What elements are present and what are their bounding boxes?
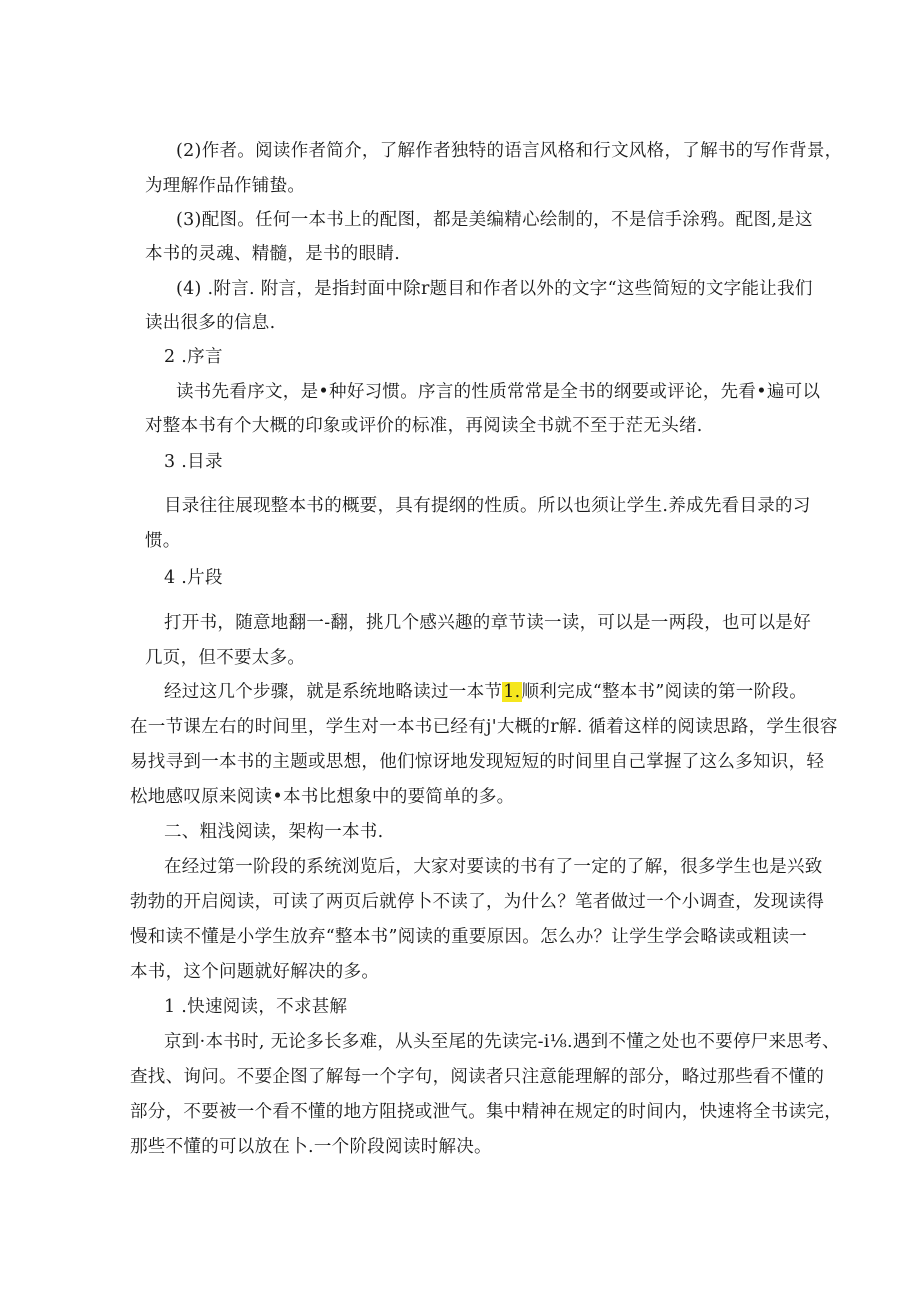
paragraph-text: 经过这几个步骤，就是系统地略读过一本节 <box>164 682 503 702</box>
paragraph-line: 松地感叹原来阅读•本书比想象中的要简单的多。 <box>130 787 515 807</box>
paragraph-line: 勃勃的开启阅读，可读了两页后就停卜不读了，为什么？笔者做过一个小调查，发现读得 <box>130 892 825 912</box>
paragraph-line: 在一节课左右的时间里，学生对一本书已经有j'大概的r解. 循着这样的阅读思路，学生很容 <box>130 717 838 737</box>
paragraph-line: 部分，不要被一个看不懂的地方阻挠或泄气。集中精神在规定的时间内，快速将全书读完， <box>130 1102 842 1122</box>
paragraph-line: (2)作者。阅读作者简介，了解作者独特的语言风格和行文风格，了解书的写作背景， <box>176 141 843 161</box>
paragraph-line: 目录往往展现整本书的概要，具有提纲的性质。所以也须让学生.养成先看目录的习 <box>164 496 811 516</box>
paragraph-line <box>164 680 807 704</box>
paragraph-line: 本书，这个问题就好解决的多。 <box>130 962 380 982</box>
paragraph-text: 顺利完成“整本书”阅读的第一阶段。 <box>521 682 807 702</box>
paragraph-line: 本书的灵魂、精髓，是书的眼睛. <box>145 244 401 264</box>
paragraph-line: 对整本书有个大概的印象或评价的标准，再阅读全书就不至于茫无头绪. <box>145 416 703 436</box>
paragraph-line: 那些不懂的可以放在卜.一个阶段阅读时解决。 <box>130 1137 492 1157</box>
highlighted-text: 1. <box>503 682 521 702</box>
paragraph-line: 读书先看序文，是•种好习惯。序言的性质常常是全书的纲要或评论，先看•遍可以 <box>176 382 821 402</box>
paragraph-line: 查找、询问。不要企图了解每一个字句，阅读者只注意能理解的部分，略过那些看不懂的 <box>130 1067 825 1087</box>
section-heading: 4 .片段 <box>164 568 223 588</box>
section-heading: 二、粗浅阅读，架构一本书. <box>164 822 384 842</box>
paragraph-line: 易找寻到一本书的主题或思想，他们惊讶地发现短短的时间里自己掌握了这么多知识，轻 <box>130 752 825 772</box>
paragraph-line: 几页，但不要太多。 <box>145 648 306 668</box>
paragraph-line: 在经过第一阶段的系统浏览后，大家对要读的书有了一定的了解，很多学生也是兴致 <box>164 857 823 877</box>
paragraph-line: 惯。 <box>145 531 181 551</box>
paragraph-line: 为理解作品作铺蛰。 <box>145 176 306 196</box>
paragraph-line: (4) .附言. 附言，是指封面中除r题目和作者以外的文字“这些简短的文字能让我们 <box>176 279 813 299</box>
paragraph-line: 慢和读不懂是小学生放弃“整本书”阅读的重要原因。怎么办？让学生学会略读或粗读一 <box>130 927 808 947</box>
paragraph-line: 京到·本书时, 无论多长多难，从头至尾的先读完-i⅛.遇到不懂之处也不要停尸来思考、 <box>164 1032 840 1052</box>
section-heading: 2 .序言 <box>164 347 223 367</box>
paragraph-line: 读出很多的信息. <box>145 313 276 333</box>
paragraph-line: (3)配图。任何一本书上的配图，都是美编精心绘制的，不是信手涂鸦。配图,是这 <box>176 210 813 230</box>
section-heading: 3 .目录 <box>164 452 223 472</box>
section-heading: 1 .快速阅读，不求甚解 <box>164 997 348 1017</box>
paragraph-line: 打开书，随意地翻一-翻，挑几个感兴趣的章节读一读，可以是一两段，也可以是好 <box>164 613 812 633</box>
